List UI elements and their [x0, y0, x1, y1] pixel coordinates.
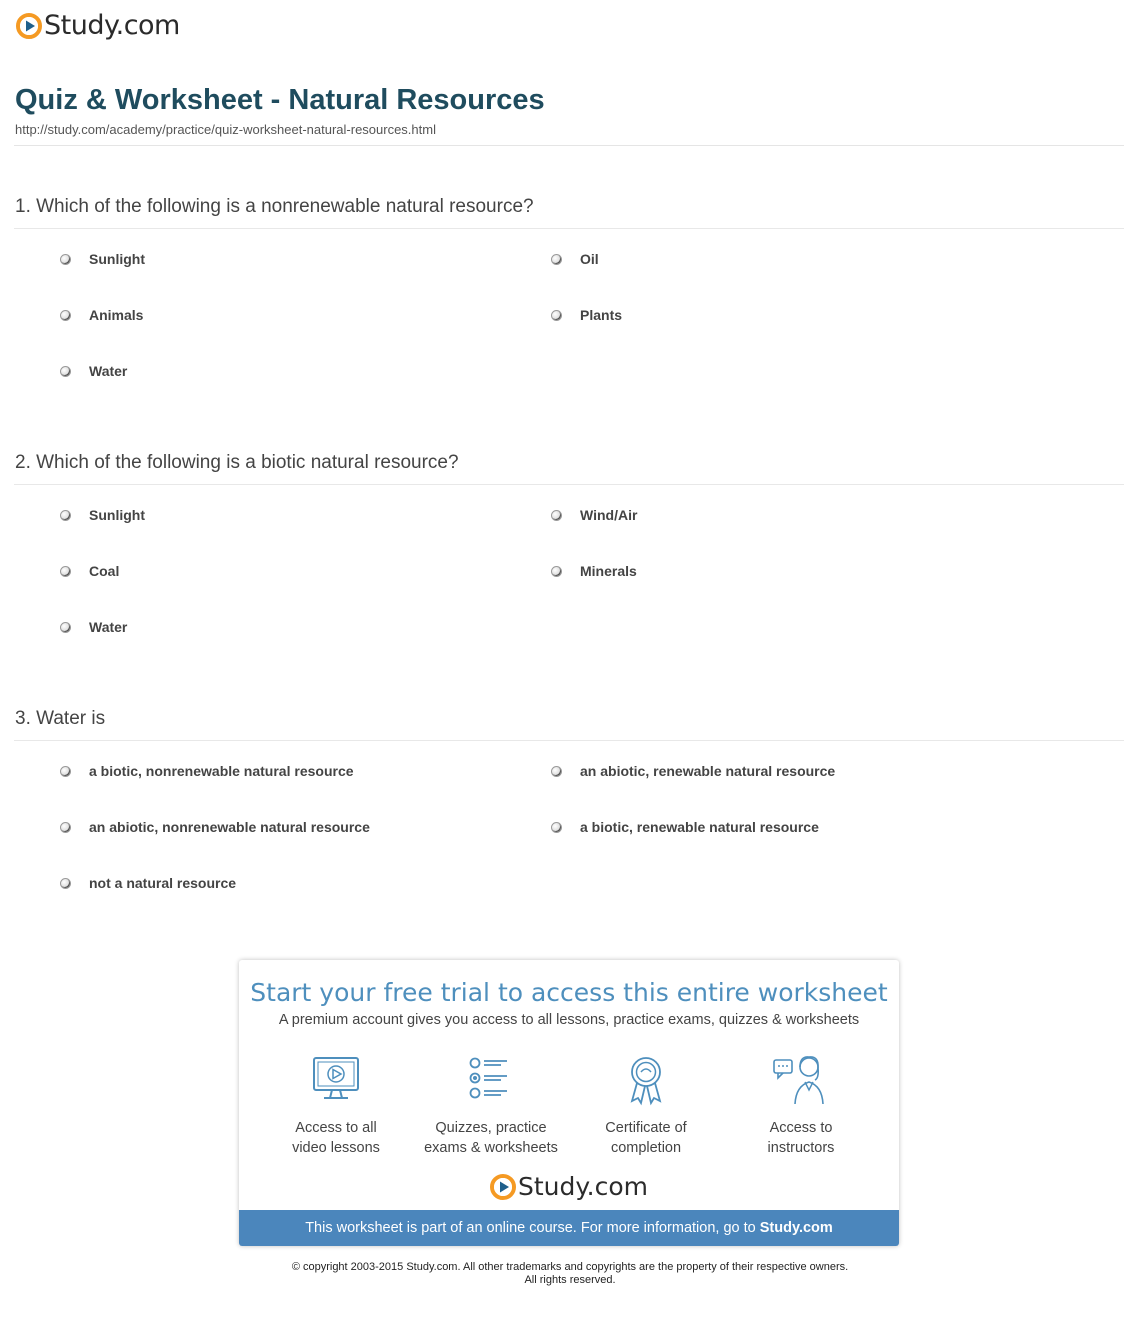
- feature-instructors: [726, 1054, 876, 1158]
- instructor-chat-icon: [771, 1054, 831, 1106]
- answer-label: a biotic, renewable natural resource: [580, 819, 819, 835]
- logo-wordmark: Study.com: [44, 10, 180, 41]
- answer-option[interactable]: [551, 251, 599, 267]
- radio-button[interactable]: [60, 766, 71, 777]
- question-divider: [14, 228, 1124, 229]
- checklist-icon: [465, 1054, 517, 1106]
- radio-button[interactable]: [60, 622, 71, 633]
- answer-label: not a natural resource: [89, 875, 237, 891]
- play-logo-icon: [490, 1174, 516, 1200]
- feature-label: Access to all video lessons: [292, 1120, 380, 1156]
- answer-option[interactable]: [60, 307, 143, 323]
- radio-button[interactable]: [60, 310, 71, 321]
- radio-button[interactable]: [551, 766, 562, 777]
- question-text: 2. Which of the following is a biotic natural resource?: [15, 452, 459, 473]
- answer-label: an abiotic, renewable natural resource: [580, 763, 836, 779]
- study-link[interactable]: Study.com: [759, 1220, 833, 1236]
- radio-button[interactable]: [60, 366, 71, 377]
- play-logo-icon: [16, 13, 42, 39]
- answer-option[interactable]: [551, 563, 637, 579]
- course-info-text: This worksheet is part of an online course. For more information, go to: [305, 1220, 760, 1236]
- promo-logo[interactable]: [239, 1172, 899, 1201]
- answer-label: Animals: [89, 307, 144, 323]
- radio-button[interactable]: [551, 510, 562, 521]
- answer-label: Wind/Air: [580, 507, 638, 523]
- feature-video-lessons: [261, 1054, 411, 1158]
- feature-quizzes: [416, 1054, 566, 1158]
- site-logo[interactable]: [16, 10, 180, 41]
- feature-certificate: [571, 1054, 721, 1158]
- feature-label: Certificate of completion: [605, 1120, 687, 1156]
- course-info-bar: [239, 1210, 899, 1246]
- answer-label: Water: [89, 363, 128, 379]
- radio-button[interactable]: [551, 566, 562, 577]
- answer-label: Plants: [580, 307, 623, 323]
- answer-label: Minerals: [580, 563, 637, 579]
- header-divider: [14, 145, 1124, 146]
- page-url[interactable]: http://study.com/academy/practice/quiz-worksheet-natural-resources.html: [15, 122, 436, 137]
- promo-subheading: A premium account gives you access to all lessons, practice exams, quizzes & worksheets: [278, 1012, 860, 1028]
- answer-option[interactable]: [551, 819, 819, 835]
- free-trial-promo: [239, 960, 899, 1246]
- radio-button[interactable]: [551, 822, 562, 833]
- copyright-line: © copyright 2003-2015 Study.com. All other trademarks and copyrights are the property of their respective owners.: [291, 1261, 849, 1273]
- answer-label: a biotic, nonrenewable natural resource: [89, 763, 354, 779]
- feature-label: Access to instructors: [767, 1120, 835, 1156]
- answer-label: Coal: [89, 563, 120, 579]
- answer-label: Sunlight: [89, 507, 145, 523]
- radio-button[interactable]: [551, 310, 562, 321]
- answer-option[interactable]: [60, 875, 236, 891]
- question-text: 3. Water is: [15, 708, 106, 729]
- radio-button[interactable]: [60, 878, 71, 889]
- logo-wordmark: Study.com: [518, 1172, 648, 1201]
- radio-button[interactable]: [60, 566, 71, 577]
- copyright-footer: [0, 1261, 1140, 1287]
- radio-button[interactable]: [60, 510, 71, 521]
- radio-button[interactable]: [551, 254, 562, 265]
- answer-option[interactable]: [60, 619, 127, 635]
- answer-option[interactable]: [60, 507, 145, 523]
- question-text: 1. Which of the following is a nonrenewable natural resource?: [15, 196, 534, 217]
- answer-option[interactable]: [551, 763, 835, 779]
- answer-option[interactable]: [60, 563, 119, 579]
- answer-option[interactable]: [551, 307, 622, 323]
- answer-label: an abiotic, nonrenewable natural resource: [89, 819, 370, 835]
- answer-option[interactable]: [60, 251, 145, 267]
- answer-option[interactable]: [60, 819, 370, 835]
- answer-label: Water: [89, 619, 128, 635]
- video-lesson-icon: [310, 1054, 362, 1106]
- question-divider: [14, 740, 1124, 741]
- radio-button[interactable]: [60, 822, 71, 833]
- answer-label: Sunlight: [89, 251, 145, 267]
- answer-option[interactable]: [551, 507, 637, 523]
- answer-label: Oil: [580, 251, 599, 267]
- answer-option[interactable]: [60, 763, 354, 779]
- page-title: Quiz & Worksheet - Natural Resources: [15, 84, 545, 116]
- answer-option[interactable]: [60, 363, 127, 379]
- certificate-ribbon-icon: [620, 1054, 672, 1106]
- question-divider: [14, 484, 1124, 485]
- copyright-line: All rights reserved.: [524, 1274, 616, 1286]
- feature-label: Quizzes, practice exams & worksheets: [424, 1120, 558, 1156]
- radio-button[interactable]: [60, 254, 71, 265]
- promo-heading[interactable]: Start your free trial to access this entire worksheet: [250, 978, 888, 1007]
